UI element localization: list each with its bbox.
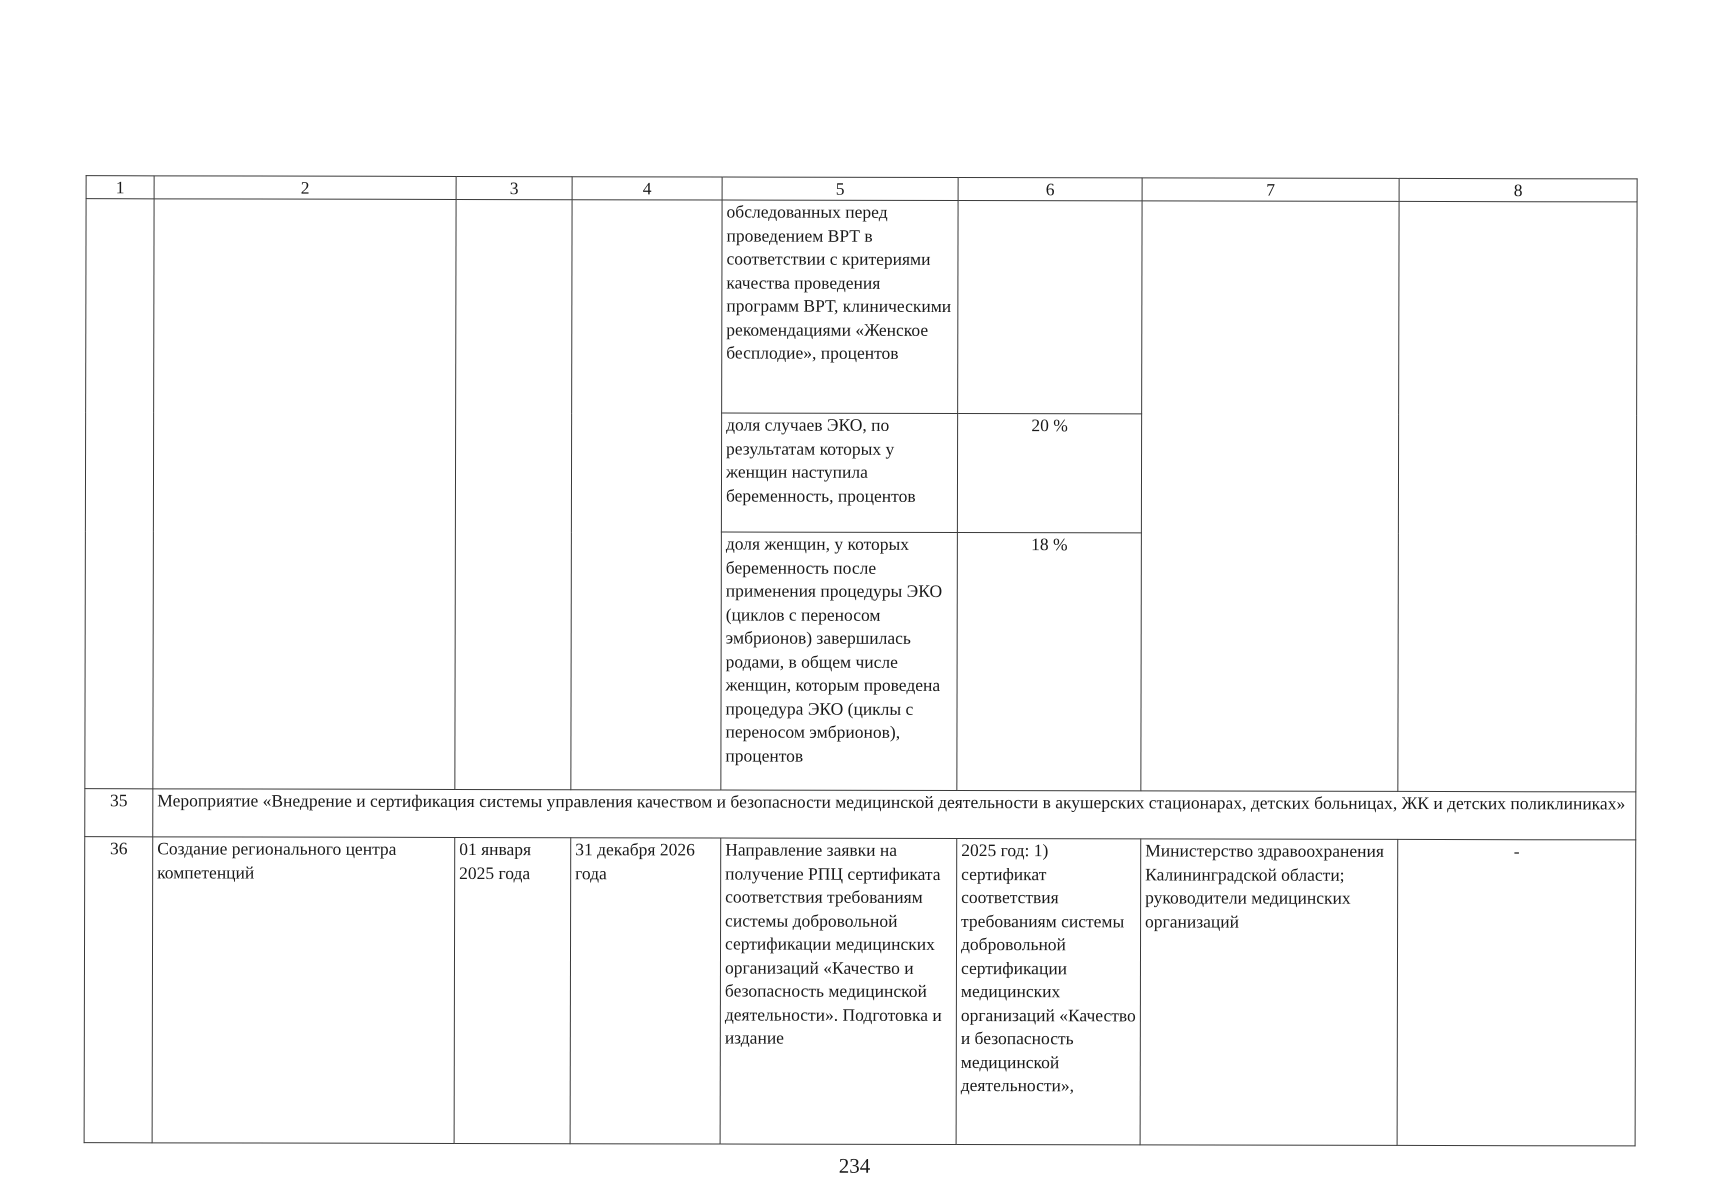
- column-header-2: 2: [154, 176, 456, 200]
- column-header-1: 1: [86, 176, 154, 199]
- responsible-executors: Министерство здравоохранения Калининградской области; руководители медицинских организаций: [1140, 839, 1398, 1146]
- continuation-cell-2: [153, 199, 456, 790]
- indicator-text: доля случаев ЭКО, по результатам которых у женщин наступила беременность, процентов: [721, 413, 957, 532]
- continuation-cell-8: [1398, 201, 1637, 791]
- continuation-cell-3: [455, 199, 572, 789]
- continuation-cell-4: [571, 200, 722, 790]
- page-number: 234: [838, 1153, 871, 1178]
- end-date: 31 декабря 2026 года: [570, 838, 721, 1144]
- indicator-value: 20 %: [957, 414, 1141, 533]
- start-date: 01 января 2025 года: [454, 837, 571, 1143]
- row-number: 35: [85, 789, 153, 837]
- indicator-value: [958, 201, 1142, 414]
- indicator-description: 2025 год: 1) сертификат соответствия требованиям системы добровольной сертификации медицинских организаций «Качество и безопасность медицинской деятельности»,: [956, 839, 1141, 1145]
- row-number: 36: [84, 837, 153, 1143]
- continuation-cell-7: [1141, 201, 1399, 792]
- column-header-7: 7: [1142, 178, 1399, 202]
- column-header-3: 3: [456, 176, 572, 199]
- column-header-4: 4: [572, 177, 722, 200]
- indicator-value: 18 %: [957, 533, 1142, 791]
- continuation-cell-1: [85, 199, 154, 789]
- column-number-row: [86, 176, 1637, 202]
- column-header-6: 6: [958, 178, 1142, 201]
- column-header-8: 8: [1399, 178, 1637, 201]
- plan-table: [84, 175, 1638, 1146]
- table-row-35: [85, 789, 1636, 840]
- column-8-value: -: [1397, 839, 1636, 1145]
- event-heading: Мероприятие «Внедрение и сертификация системы управления качеством и безопасности медицинской деятельности в акушерских стационарах, детских больницах, ЖК и детских поликлиниках»: [153, 789, 1636, 840]
- table-row-36: [84, 837, 1636, 1146]
- column-header-5: 5: [722, 177, 958, 200]
- continuation-row: [86, 199, 1637, 415]
- indicator-text: обследованных перед проведением ВРТ в соответствии с критериями качества проведения программ ВРТ, клиническими рекомендациями «Женское бесплодие», процентов: [722, 200, 958, 413]
- event-name: Создание регионального центра компетенций: [152, 837, 455, 1144]
- indicator-text: доля женщин, у которых беременность после применения процедуры ЭКО (циклов с переносом эмбрионов) завершилась родами, в общем числе женщин, которым проведена процедура ЭКО (циклы с переносом эмбрионов), процентов: [721, 532, 958, 790]
- expected-result: Направление заявки на получение РПЦ сертификата соответствия требованиям системы добровольной сертификации медицинских организаций «Качество и безопасность медицинской деятельности». Подготовка и издание: [720, 838, 957, 1144]
